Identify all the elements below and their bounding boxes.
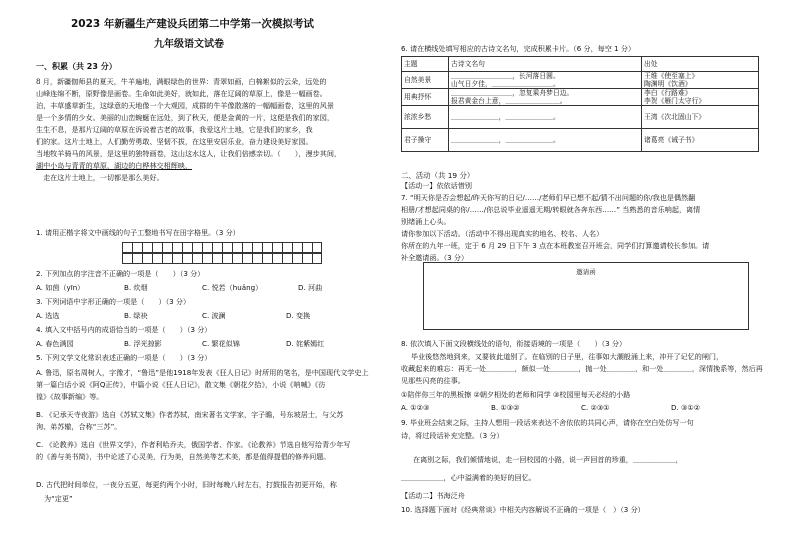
poem-line: ＿＿＿＿＿＿＿＿＿，长河落日圆。 [451, 72, 560, 80]
table-cell-lines[interactable] [449, 89, 642, 106]
q9-line: ＿＿＿＿＿＿，心中溢满着的美好的回忆。 [401, 473, 536, 482]
activity-1-heading: 【活动一】依依话惜别 [401, 181, 472, 190]
table-cell-theme: 君子操守 [402, 129, 449, 152]
q7-line: 请你参加以下活动。（活动中不得出现真实的地名、校名、人名） [401, 229, 604, 238]
q5-line: 徨》《故事新编》等。 [36, 392, 104, 401]
q9-line: 在离别之际，我们倾情地说，走一回校园的小路，说一声回首的珍重，＿＿＿＿＿＿， [413, 455, 683, 464]
q8-line: 毕业後悠然地到来，又要彼此道别了。在临别的日子里，往事如大潮般涌上来，冲开了记忆的闸门， [411, 352, 724, 361]
q4-option-a: A. 春色满园 [36, 339, 74, 348]
q5-line: 第一篇白话小说《阿Q正传》，中篇小说《狂人日记》，散文集《朝花夕拾》，小说《呐喊》《彷 [36, 380, 326, 389]
passage-line: 当地牧羊骑马的风景，是这里的独特画卷，这山这水这人，让我们倍感亲切。（ ），漫步其间， [36, 149, 342, 158]
q7-line: 补全邀请函。（3 分） [401, 253, 469, 262]
poem-line: 山气日夕佳，＿＿＿＿＿＿＿＿＿。 [451, 80, 560, 88]
question-6: 6. 请在横线处填写相应的古诗文名句，完成积累卡片。（6 分，每空 1 分） [401, 44, 636, 53]
q8-line: ①陪伴你三年的黑板擦 ②朝夕相处的老师和同学 ③校园里每天必经的小路 [401, 390, 631, 399]
q5-line: B. 《记承天寺夜游》选自《苏轼文集》作者苏轼，南宋著名文学家，字子瞻，号东坡居士，与父苏 [36, 410, 344, 419]
table-header: 主题 [402, 57, 449, 72]
q7-line: 你所在的九年一班，定于 6 月 29 日下午 3 点在本班教室召开班会，同学们打算邀请校长参加。请 [401, 241, 710, 250]
q2-option-a: A. 如茵（yīn） [36, 283, 85, 292]
table-cell-lines[interactable] [449, 72, 642, 89]
poem-line: ＿＿＿＿＿＿＿＿＿，忽复乘舟梦日边。 [451, 89, 574, 97]
invitation-answer-box[interactable] [423, 262, 749, 330]
question-4: 4. 填入文中括号内的成语恰当的一项是（ ）（3 分） [36, 325, 212, 334]
q5-line: D. 古代把时间单位，一夜分五更，每更约两个小时，旧时每晚八时左右，打鼓报告初更开始，称 [36, 480, 337, 489]
q3-option-d: D. 变换 [286, 311, 311, 320]
passage-line: 8 月，新疆伽师县的夏天，牛羊遍地，满眼绿色的世界：青翠如画，白棉絮似的云朵，远处的 [36, 77, 327, 86]
q3-option-a: A. 选选 [36, 311, 60, 320]
q3-option-c: C. 波澜 [202, 311, 226, 320]
table-cell-lines[interactable]: ＿＿＿＿＿＿＿，＿＿＿＿＿＿＿。 [449, 106, 642, 129]
q8-option-b: B. ①③② [491, 403, 520, 412]
q7-line: 别绪涌上心头。 [401, 217, 451, 226]
writing-grid-row2[interactable] [122, 253, 322, 264]
source: 李贺《雁门太守行》 [644, 97, 706, 105]
exam-title: 2023 年新疆生产建设兵团第二中学第一次模拟考试 [71, 18, 314, 30]
table-cell-theme: 用典抒怀 [402, 89, 449, 106]
q5-line: A. 鲁迅，原名周树人，字豫才，“鲁迅”是他1918年发表《狂人日记》时所用的笔名，是中国现代文学史上 [36, 368, 369, 377]
q8-line: 收藏起来的难忘：再无一处＿＿＿＿，颇似一处＿＿＿＿，抛一处＿＿＿＿，和一处＿＿＿＿，深情挽系等，然后再 [401, 364, 763, 373]
section-heading-1: 一、积累（共 23 分） [36, 62, 117, 71]
question-8: 8. 依次填入下面文段横线处的语句，衔接语境的一项是（ ）（3 分） [401, 339, 627, 348]
q8-option-d: D. ③①② [671, 403, 701, 412]
q4-option-c: C. 繁花似锦 [202, 339, 240, 348]
q8-option-a: A. ①②③ [401, 403, 430, 412]
table-cell-source [642, 72, 759, 89]
left-column [36, 0, 398, 560]
q9-line: 诗，将过段话补充完整。（3 分） [401, 431, 504, 440]
writing-grid[interactable] [122, 242, 322, 253]
q5-line: C. 《论教养》选自《世界文学》，作者利哈乔夫，俄国学者、作家。《论教养》节选自他写给青少年写 [36, 440, 351, 449]
poem-line: 报君黄金台上意，＿＿＿＿＿＿＿＿。 [451, 97, 567, 105]
q8-line: 见那些闪亮的往事。 [401, 376, 465, 385]
question-1: 1. 请用正楷字将文中画线的句子工整地书写在田字格里。（3 分） [36, 228, 240, 237]
q7-line: 7. “明天你是否会想起/昨天你写的日记/……/老师们早已想不起/猜不出问题的你/我也是偶然翻 [401, 193, 696, 202]
passage-line: 泊，丰草盛草新生，这绿意的天地像一个大观园，成群的牛羊像散落的一幅幅画卷，这里的风景 [36, 101, 334, 110]
passage-underlined-line: 湖中小岛与青青的草原，湖边的白桦林交相辉映， [36, 161, 193, 170]
q2-option-d: D. 河曲 [298, 283, 323, 292]
section-heading-2: 二、活动（共 19 分） [401, 171, 475, 180]
q5-line: 洵、弟苏辙，合称“三苏”。 [36, 422, 122, 431]
q7-line: 相册/才想起同桌的你/……/你总说毕业遥遥无期/转眼就各奔东西……” 当熟悉的音乐响起，离情 [401, 205, 701, 214]
passage-line: 们的家。这片土地上，人们勤劳勇敢、坚韧不拔，在这里安居乐业，奋力建设美好家园。 [36, 137, 313, 146]
q9-line: 9. 毕业班会结束之际，主持人想用一段话来表达不舍依依的共同心声，请你在空白处仿写一句 [401, 418, 694, 427]
q5-line: 的《善与美书简》，书中论述了心灵美，行为美，自然美等艺术美，都是值得提倡的修养问题。 [36, 452, 331, 461]
q8-option-c: C. ②③① [581, 403, 610, 412]
table-cell-theme: 自然美景 [402, 72, 449, 89]
passage-line: 山峰连绵不断，原野像是画卷。生命如此美好，就如此，落在辽阔的草原上，像是一幅画卷。 [36, 89, 327, 98]
invitation-label: 邀请函 [576, 268, 596, 276]
poetry-card-table [401, 56, 759, 152]
question-2: 2. 下列加点的字注音不正确的一项是（ ）（3 分） [36, 269, 205, 278]
passage-line: 走在这片土地上，一切都是那么美好。 [36, 173, 164, 182]
activity-2-heading: 【活动二】书海泛舟 [401, 491, 465, 500]
source: 陶渊明《饮酒》 [644, 80, 692, 88]
passage-line: 是一个多情的少女。美丽的山峦蜿蜒在远处，到了秋天，便是金黄的一片，这便是我们的家园， [36, 113, 334, 122]
right-column [401, 0, 761, 560]
question-3: 3. 下列词语中字形正确的一项是（ ）（3 分） [36, 297, 191, 306]
q2-option-b: B. 炊烟 [124, 283, 148, 292]
table-header: 出处 [642, 57, 759, 72]
q4-option-b: B. 浮光掠影 [124, 339, 162, 348]
q4-option-d: D. 姹紫嫣红 [286, 339, 325, 348]
table-cell-source [642, 89, 759, 106]
source: 李白《行路难》 [644, 89, 692, 97]
q5-line: 为“定更” [44, 494, 73, 503]
table-cell-source: 诸葛亮《诫子书》 [642, 129, 759, 152]
table-cell-source: 王湾《次北固山下》 [642, 106, 759, 129]
question-10: 10. 选择题下面对《经典常谈》中相关内容解说不正确的一项是（ ）（3 分） [401, 505, 645, 514]
table-cell-theme: 浓浓乡愁 [402, 106, 449, 129]
q3-option-b: B. 绿袂 [124, 311, 148, 320]
source: 王维《使至塞上》 [644, 72, 699, 80]
exam-subtitle: 九年级语文试卷 [154, 39, 224, 50]
passage-line: 生生不息，是那片辽阔的草原在诉说着古老的故事，我爱这片土地，它是我们的家乡，我 [36, 125, 313, 134]
q2-option-c: C. 悦若（huǎng） [202, 283, 263, 292]
table-cell-lines[interactable]: ＿＿＿＿＿＿＿，＿＿＿＿＿＿＿。 [449, 129, 642, 152]
question-5: 5. 下列文学文化常识表述正确的一项是（ ）（3 分） [36, 353, 212, 362]
table-header: 古诗文名句 [449, 57, 642, 72]
